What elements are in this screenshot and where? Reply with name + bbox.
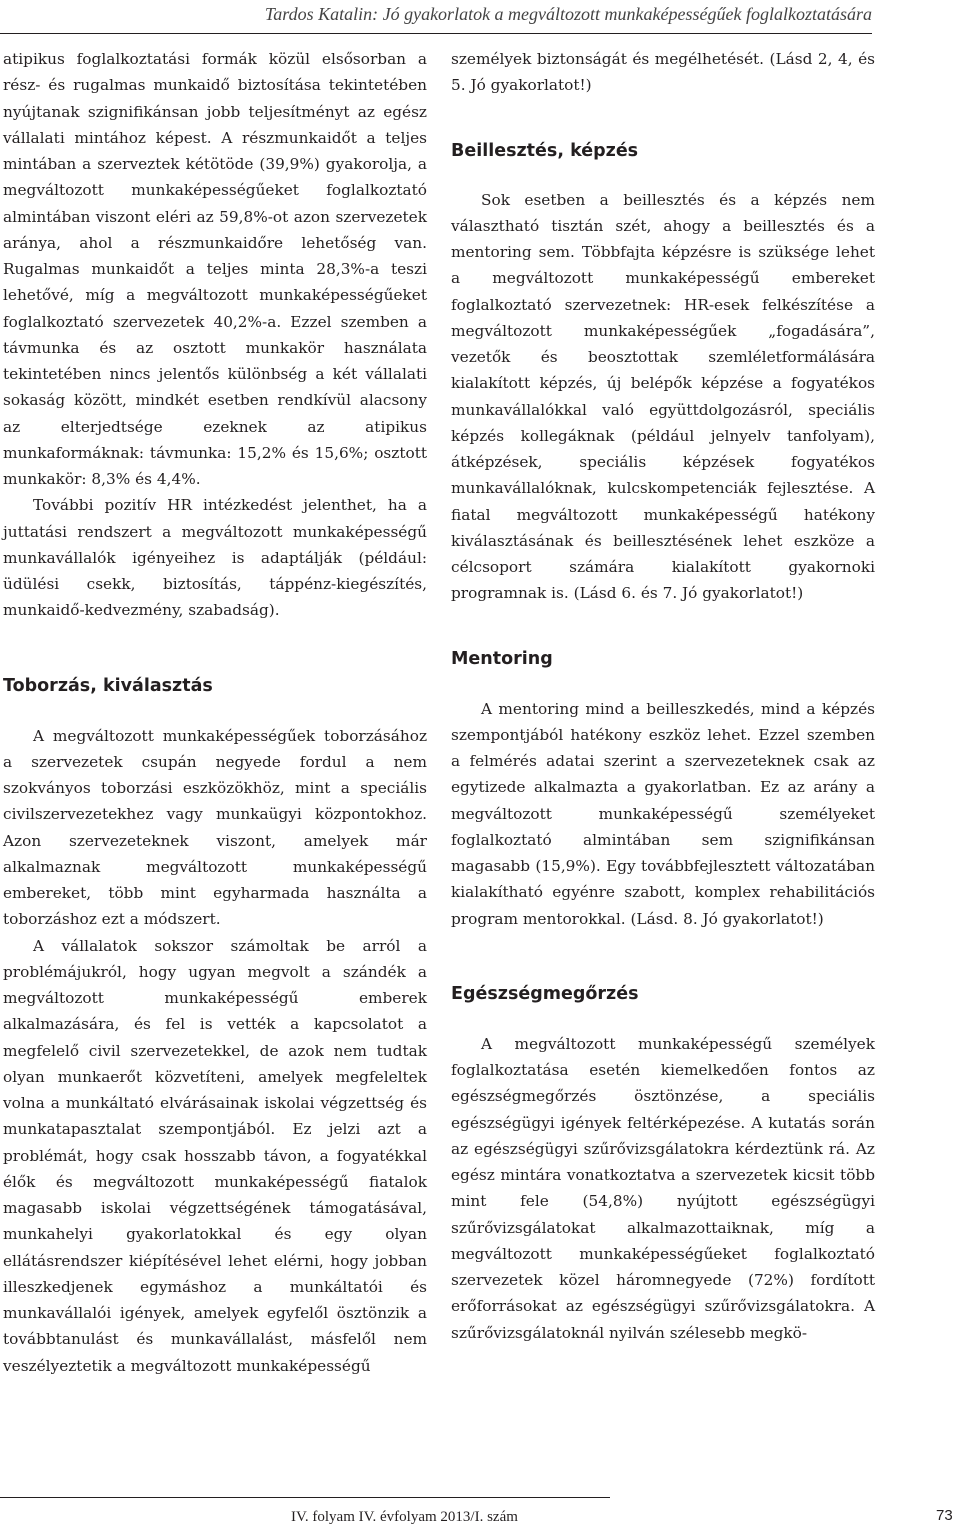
right-column [451,46,875,1346]
section-heading-toborzas: Toborzás, kiválasztás [3,675,213,696]
footer-rule [0,1497,610,1498]
left-column [3,46,427,1379]
page-number: 73 [936,1507,953,1524]
left-paragraph-2: További pozitív HR intézkedést jelenthet, ha a juttatási rendszert a megváltozott munkaképességű munkavállalók igényeihez is adaptálják (például: üdülési csekk, biztosítás, táppénz-kiegészítés, munkaidő-kedvezmény, szabadság). [3,496,427,620]
right-paragraph-3: A mentoring mind a beilleszkedés, mind a képzés szempontjából hatékony eszköz lehet. Ezzel szemben a felmérés adatai szerint a szervezeteknek csak az egytizede alkalmazta a gyakorlatban. Ez az arány a megváltozott munkaképességű személyeket foglalkoztató almintában sem szignifikánsan magasabb (15,9%). Egy továbbfejlesztett változatában kialakítható egyénre szabott, komplex rehabilitációs program mentorokkal. (Lásd. 8. Jó gyakorlatot!) [451,699,875,928]
right-paragraph-2: Sok esetben a beillesztés és a képzés nem választható tisztán szét, ahogy a beillesztés és a mentoring sem. Többfajta képzésre is szüksége lehet a megváltozott munkaképességű embereket foglalkoztató szervezetnek: HR-esek felkészítése a megváltozott munkaképességűek „fogadására”, vezetők és beosztottak szemléletformálására kialakított képzés, új belépők képzése a fogyatékos munkavállalókkal való együttdolgozásról, speciális képzés kollegáknak (például jelnyelv tanfolyam), átképzések, speciális képzések fogyatékos munkavállalóknak, kulcskompetenciák fejlesztése. A fiatal megváltozott munkaképességű hatékony kiválasztásának és beillesztésének lehet eszköze a célcsoport számára kialakított gyakornoki programnak is. (Lásd 6. és 7. Jó gyakorlatot!) [451,190,875,603]
left-paragraph-3: A megváltozott munkaképességűek toborzásához a szervezetek csupán negyede fordul a nem szokványos toborzási eszközökhöz, mint a speciális civilszervezetekhez vagy munkaügyi központokhoz. Azon szervezeteknek viszont, amelyek már alkalmaznak megváltozott munkaképességű embereket, több mint egyharmada használta a toborzáshoz ezt a módszert. [3,726,427,929]
section-heading-beillesztes: Beillesztés, képzés [451,140,639,161]
running-head: Tardos Katalin: Jó gyakorlatok a megváltozott munkaképességűek foglalkoztatására [264,4,872,24]
header-rule [0,33,872,34]
section-heading-egeszsegmegorzes: Egészségmegőrzés [451,983,639,1004]
right-paragraph-1: személyek biztonságát és megélhetését. (Lásd 2, 4, és 5. Jó gyakorlatot!) [451,50,875,95]
footer-journal-info: IV. folyam IV. évfolyam 2013/I. szám [291,1509,518,1525]
right-paragraph-4: A megváltozott munkaképességű személyek foglalkoztatása esetén kiemelkedően fontos az egészségmegőrzés ösztönzése, a speciális egészségügyi igények feltérképezése. A kutatás során az egészségügyi szűrővizsgálatokra kérdeztünk rá. Az egész mintára vonatkoztatva a szervezetek kicsit több mint fele (54,8%) nyújtott egészségügyi szűrővizsgálatokat alkalmazottaiknak, míg a megváltozott munkaképességűeket foglalkoztató szervezetek közel háromnegyede (72%) fordított erőforrásokat az egészségügyi szűrővizsgálatokra. A szűrővizsgálatoknál nyilván szélesebb megkö- [451,1034,875,1342]
left-paragraph-1: atipikus foglalkoztatási formák közül elsősorban a rész- és rugalmas munkaidő biztosítása tekintetében nyújtanak szignifikánsan jobb teljesítményt az egész vállalati mintához képest. A részmunkaidőt a teljes mintában a szerveztek kétötöde (39,9%) gyakorolja, a megváltozott munkaképességűeket foglalkoztató almintában viszont eléri az 59,8%-ot azon szervezetek aránya, ahol a részmunkaidőre lehetőség van. Rugalmas munkaidőt a teljes minta 28,3%-a teszi lehetővé, míg a megváltozott munkaképességűeket foglalkoztató szervezetek 40,2%-a. Ezzel szemben a távmunka és az osztott munkakör használata tekintetében nincs jelentős különbség a két vállalati sokaság között, mindkét esetben rendkívül alacsony az elterjedtsége ezeknek az atipikus munkaformáknak: távmunka: 15,2% és 15,6%; osztott munkakör: 8,3% és 4,4%. [3,50,427,488]
left-paragraph-4: A vállalatok sokszor számoltak be arról a problémájukról, hogy ugyan megvolt a szándék a megváltozott munkaképességű emberek alkalmazására, és fel is vették a kapcsolatot a megfelelő civil szervezetekkel, de azok nem tudtak olyan munkaerőt közvetíteni, amelyek megfeleltek volna a munkáltató elvárásainak iskolai végzettség és munkatapasztalat szempontjából. Ez jelzi azt a problémát, hogy csak hosszabb távon, a fogyatékkal élők és megváltozott munkaképességű fiatalok magasabb iskolai végzettségének támogatásával, munkahelyi gyakorlatokkal és egy olyan ellátásrendszer kiépítésével lehet elérni, hogy jobban illeszkedjenek egymáshoz a munkáltatói és munkavállalói igények, amelyek egyfelől ösztönzik a továbbtanulást és munkavállalást, másfelől nem veszélyeztetik a megváltozott munkaképességű [3,936,427,1375]
section-heading-mentoring: Mentoring [451,648,553,669]
